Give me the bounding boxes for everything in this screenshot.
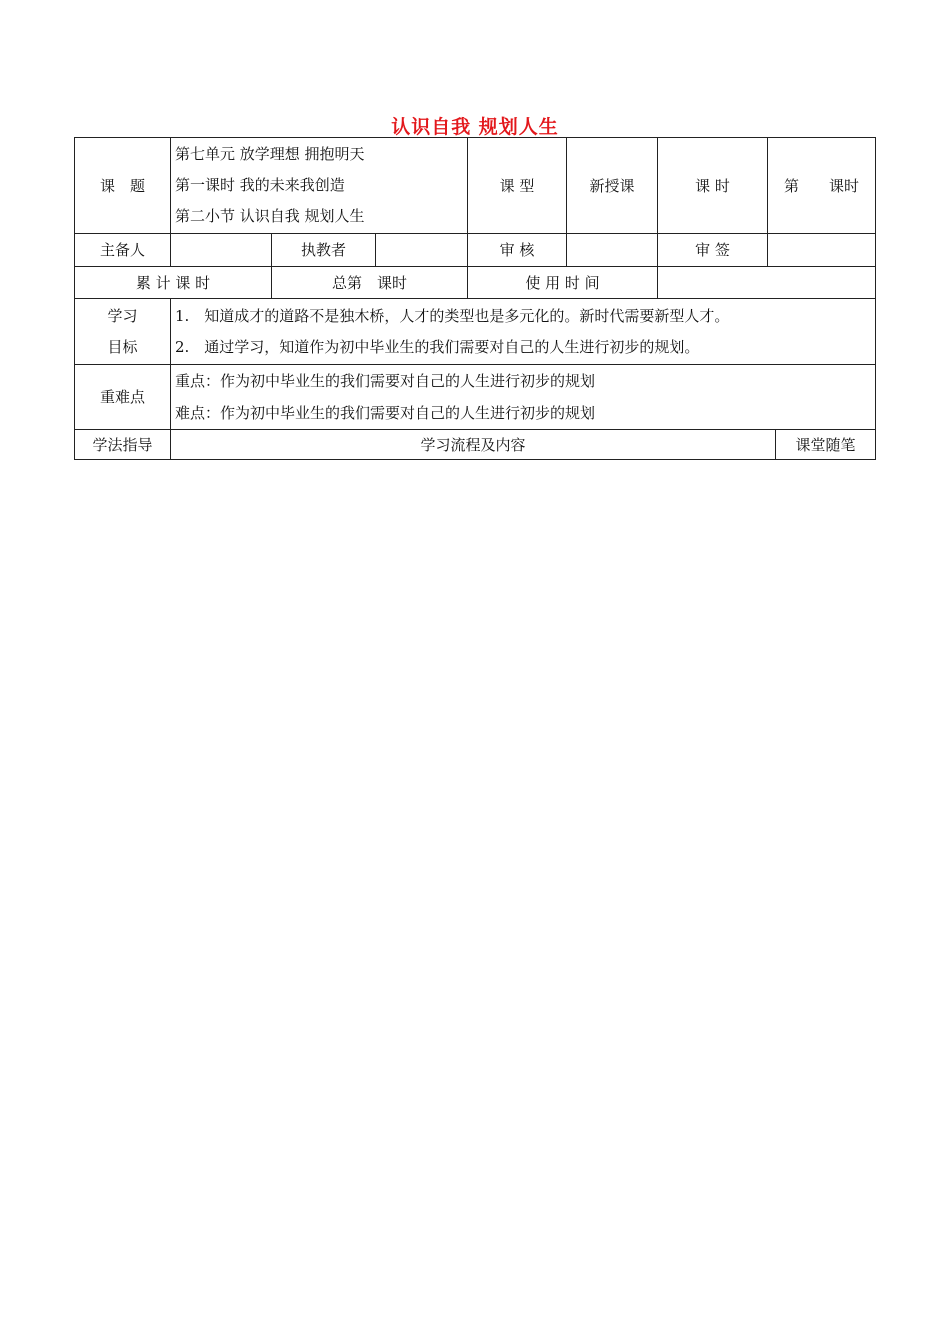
key-difficulty: 难点：作为初中毕业生的我们需要对自己的人生进行初步的规划: [175, 404, 596, 422]
lesson-type-value: 新授课: [567, 138, 658, 234]
lesson-type-label: 课 型: [468, 138, 567, 234]
topic-line: 第二小节 认识自我 规划人生: [175, 207, 365, 225]
cumulative-hours-label: 累 计 课 时: [75, 267, 272, 299]
keypoints-label: 重难点: [75, 365, 171, 430]
teacher-value: [376, 234, 468, 267]
keypoints-row: [75, 365, 876, 430]
period-label: 课 时: [658, 138, 768, 234]
footer-row: [75, 430, 876, 460]
goals-label: [75, 299, 171, 365]
topic-row: [75, 138, 876, 234]
key-focus: 重点：作为初中毕业生的我们需要对自己的人生进行初步的规划: [175, 372, 596, 390]
topic-line: 第七单元 放学理想 拥抱明天: [175, 145, 365, 163]
class-notes-label: 课堂随笔: [776, 430, 876, 460]
period-value: 第 课时: [768, 138, 876, 234]
study-method-label: 学法指导: [75, 430, 171, 460]
sign-value: [768, 234, 876, 267]
goals-label-bottom: 目标: [107, 337, 138, 356]
sign-label: 审 签: [658, 234, 768, 267]
preparer-value: [171, 234, 272, 267]
lesson-plan-table: [74, 137, 876, 460]
topic-label: 课 题: [75, 138, 171, 234]
teacher-label: 执教者: [272, 234, 376, 267]
usage-time-label: 使 用 时 间: [468, 267, 658, 299]
review-label: 审 核: [468, 234, 567, 267]
total-hours-label: 总第 课时: [272, 267, 468, 299]
goals-label-top: 学习: [107, 306, 138, 325]
topic-content: [171, 138, 468, 234]
usage-time-value: [658, 267, 876, 299]
review-value: [567, 234, 658, 267]
hours-row: [75, 267, 876, 299]
goal-item: 1. 知道成才的道路不是独木桥，人才的类型也是多元化的。新时代需要新型人才。: [175, 306, 730, 325]
goals-row: [75, 299, 876, 365]
goals-content: [171, 299, 876, 365]
goal-item: 2. 通过学习，知道作为初中毕业生的我们需要对自己的人生进行初步的规划。: [175, 337, 700, 356]
document-title: 认识自我 规划人生: [391, 116, 559, 138]
study-process-label: 学习流程及内容: [171, 430, 776, 460]
topic-line: 第一课时 我的未来我创造: [175, 176, 345, 194]
keypoints-content: [171, 365, 876, 430]
staff-row: [75, 234, 876, 267]
preparer-label: 主备人: [75, 234, 171, 267]
